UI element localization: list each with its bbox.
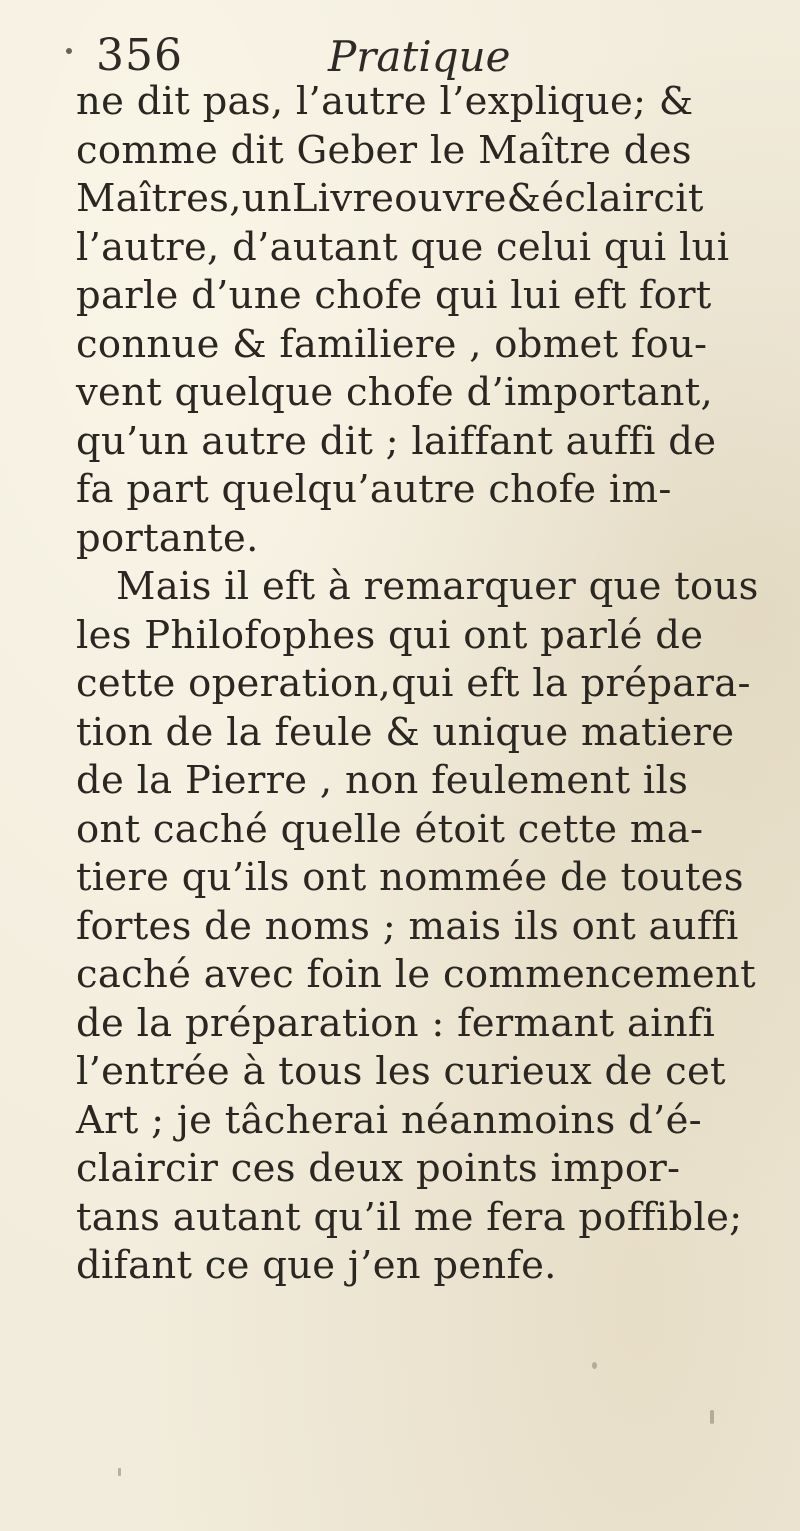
body-text bbox=[76, 78, 796, 1291]
text-line: ont caché quelle étoit cette ma- bbox=[76, 806, 704, 852]
text-line: les Philofophes qui ont parlé de bbox=[76, 612, 704, 658]
text-line: fortes de noms ; mais ils ont auffi bbox=[76, 903, 739, 949]
margin-dot bbox=[66, 48, 72, 54]
text-line: portante. bbox=[76, 515, 259, 561]
text-line: Art ; je tâcherai néanmoins d’é- bbox=[76, 1097, 702, 1143]
text-line: qu’un autre dit ; laiffant auffi de bbox=[76, 418, 717, 464]
text-line: tiere qu’ils ont nommée de toutes bbox=[76, 855, 744, 900]
text-line: fa part quelqu’autre chofe im- bbox=[76, 467, 672, 512]
text-line: connue & familiere , obmet fou- bbox=[76, 321, 708, 367]
paper-speck bbox=[118, 1468, 121, 1476]
text-line: caché avec foin le commencement bbox=[76, 952, 756, 997]
text-line: Maîtres,unLivreouvre&éclaircit bbox=[76, 176, 704, 221]
running-head-title: Pratique bbox=[328, 32, 511, 81]
text-line: ne dit pas, l’autre l’explique; & bbox=[76, 79, 694, 124]
paper-speck bbox=[710, 1410, 714, 1424]
paragraph-start-line: Mais il eft à remarquer que tous bbox=[116, 564, 759, 609]
page-number: 356 bbox=[96, 30, 183, 81]
paper-speck bbox=[592, 1362, 597, 1369]
text-line: l’autre, d’autant que celui qui lui bbox=[76, 224, 730, 270]
text-line: de la préparation : fermant ainfi bbox=[76, 1000, 716, 1046]
text-line: l’entrée à tous les curieux de cet bbox=[76, 1049, 726, 1094]
text-line: de la Pierre , non feulement ils bbox=[76, 758, 689, 803]
text-line: tion de la feule & unique matiere bbox=[76, 709, 735, 755]
text-line: claircir ces deux points impor- bbox=[76, 1146, 681, 1191]
text-line: difant ce que j’en penfe. bbox=[76, 1243, 557, 1288]
text-line: comme dit Geber le Maître des bbox=[76, 127, 692, 173]
text-line: parle d’une chofe qui lui eft fort bbox=[76, 273, 712, 318]
text-line: vent quelque chofe d’important, bbox=[76, 370, 714, 415]
text-line: tans autant qu’il me fera poffible; bbox=[76, 1194, 743, 1240]
text-line: cette operation,qui eft la prépara- bbox=[76, 661, 751, 706]
